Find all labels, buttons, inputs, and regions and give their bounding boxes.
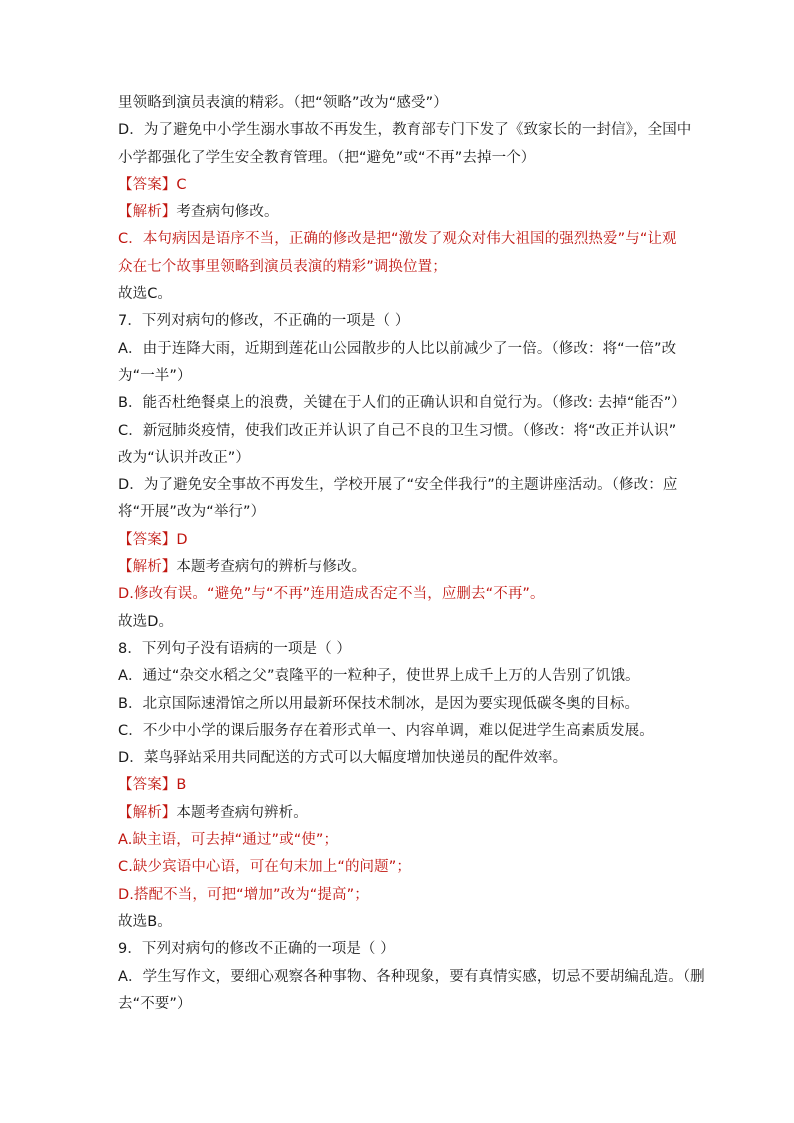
line-text: 去“不要”）	[118, 995, 192, 1012]
text-line	[118, 308, 684, 335]
line-text: 本题考查病句辨析。	[176, 804, 308, 821]
line-text: 为“一半”）	[118, 367, 192, 384]
text-line	[118, 745, 684, 772]
text-line	[118, 827, 684, 854]
line-text: B	[176, 777, 187, 794]
line-text: B．能否杜绝餐桌上的浪费，关键在于人们的正确认识和自觉行为。（修改: 去掉“能否”）	[118, 395, 686, 412]
line-text: A.缺主语，可去掉“通过”或“使”；	[118, 832, 339, 849]
answer-tag: 【答案】	[118, 176, 177, 193]
text-line	[118, 854, 684, 881]
line-text: 故选B。	[118, 913, 172, 930]
line-text: C	[176, 176, 187, 193]
answer-tag: 【解析】	[118, 804, 177, 821]
text-line	[118, 199, 684, 226]
line-text: D．为了避免安全事故不再发生，学校开展了“安全伴我行”的主题讲座活动。（修改：应	[118, 477, 678, 494]
text-line	[118, 554, 684, 581]
text-line	[118, 499, 684, 526]
line-text: 故选C。	[118, 286, 173, 303]
text-line	[118, 691, 684, 718]
text-line	[118, 117, 692, 144]
text-line	[118, 581, 684, 608]
line-text: D	[176, 531, 188, 548]
text-line	[118, 964, 705, 991]
text-line	[118, 172, 684, 199]
line-text: 将“开展”改为“举行”）	[118, 504, 266, 521]
text-line	[118, 909, 684, 936]
text-line	[118, 936, 684, 963]
line-text: C．不少中小学的课后服务存在着形式单一、内容单调，难以促进学生高素质发展。	[118, 722, 654, 739]
text-line	[118, 472, 684, 499]
text-line	[118, 145, 684, 172]
line-text: A．通过“杂交水稻之父”袁隆平的一粒种子，使世界上成千上万的人告别了饥饿。	[118, 668, 640, 685]
text-line	[118, 418, 684, 445]
text-line	[118, 336, 684, 363]
text-line	[118, 281, 684, 308]
text-line	[118, 363, 684, 390]
text-line	[118, 90, 684, 117]
text-line	[118, 718, 684, 745]
line-text: 9．下列对病句的修改不正确的一项是（ ）	[118, 941, 395, 958]
answer-tag: 【解析】	[118, 204, 177, 221]
line-text: B．北京国际速滑馆之所以用最新环保技术制冰，是因为要实现低碳冬奥的目标。	[118, 695, 640, 712]
text-line	[118, 636, 684, 663]
text-line	[118, 882, 684, 909]
line-text: C．本句病因是语序不当，正确的修改是把“激发了观众对伟大祖国的强烈热爱”与“让观	[118, 231, 677, 248]
line-text: 本题考查病句的辨析与修改。	[176, 559, 367, 576]
line-text: 考查病句修改。	[176, 204, 279, 221]
text-line	[118, 445, 684, 472]
line-text: 小学都强化了学生安全教育管理。（把“避免”或“不再”去掉一个）	[118, 149, 536, 166]
text-line	[118, 609, 684, 636]
line-text: 众在七个故事里领略到演员表演的精彩”调换位置；	[118, 258, 447, 275]
document-body	[118, 90, 705, 1018]
line-text: 故选D。	[118, 613, 174, 630]
line-text: D.修改有误。“避免”与“不再”连用造成否定不当，应删去“不再”。	[118, 586, 545, 603]
text-line	[118, 254, 684, 281]
line-text: 7．下列对病句的修改，不正确的一项是（ ）	[118, 313, 410, 330]
line-text: 里领略到演员表演的精彩。（把“领略”改为“感受”）	[118, 95, 448, 111]
line-text: D．为了避免中小学生溺水事故不再发生，教育部专门下发了《致家长的一封信》，全国中	[118, 122, 692, 139]
text-line	[118, 991, 684, 1018]
text-line	[118, 527, 684, 554]
answer-tag: 【解析】	[118, 559, 177, 576]
line-text: A．由于连降大雨，近期到莲花山公园散步的人比以前减少了一倍。（修改：将“一倍”改	[118, 340, 677, 357]
line-text: C．新冠肺炎疫情，使我们改正并认识了自己不良的卫生习惯。（修改：将“改正并认识”	[118, 422, 677, 439]
line-text: C.缺少宾语中心语，可在句末加上“的问题”；	[118, 859, 411, 876]
line-text: 8．下列句子没有语病的一项是（ ）	[118, 640, 352, 657]
text-line	[118, 226, 684, 253]
text-line	[118, 800, 684, 827]
text-line	[118, 772, 684, 799]
line-text: D.搭配不当，可把“增加”改为“提高”；	[118, 886, 369, 903]
text-line	[118, 663, 684, 690]
answer-tag: 【答案】	[118, 777, 177, 794]
line-text: A．学生写作文，要细心观察各种事物、各种现象，要有真情实感，切忌不要胡编乱造。（删	[118, 968, 705, 985]
answer-tag: 【答案】	[118, 531, 177, 548]
line-text: D．菜鸟驿站采用共同配送的方式可以大幅度增加快递员的配件效率。	[118, 750, 568, 767]
text-line	[118, 390, 684, 417]
line-text: 改为“认识并改正”）	[118, 449, 251, 466]
